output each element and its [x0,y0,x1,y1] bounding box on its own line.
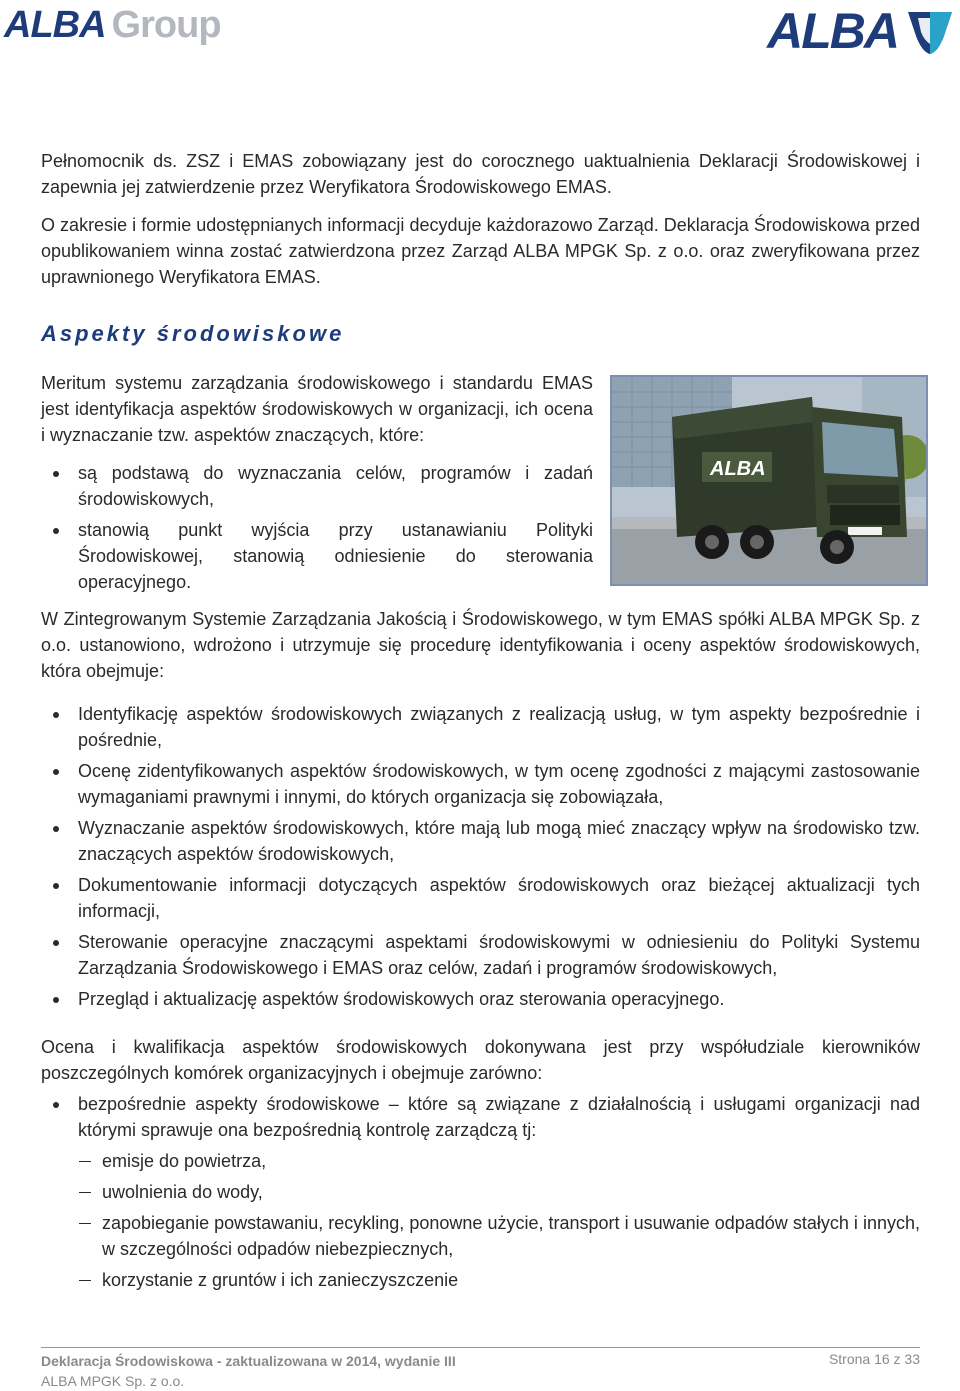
intro-paragraph-2: O zakresie i formie udostępnianych informacji decyduje każdorazowo Zarząd. Deklaracja Środowiskowa przed opublikowaniem winna zostać zatwierdzona przez Zarząd ALBA MPGK Sp. z o.o. oraz zweryfikowana przez uprawnionego Weryfikatora EMAS. [41,215,920,287]
list-item: Sterowanie operacyjne znaczącymi aspektami środowiskowymi w odniesieniu do Polityki Systemu Zarządzania Środowiskowego i EMAS oraz celów, zadań i programów środowiskowych, [41,929,920,981]
merit-block [41,370,593,600]
system-paragraph: W Zintegrowanym Systemie Zarządzania Jakością i Środowiskowego, w tym EMAS spółki ALBA MPGK Sp. z o.o. ustanowiono, wdrożono i utrzymuje się procedurę identyfikowania i oceny aspektów środowiskowych, która obejmuje: [41,609,920,681]
system-block [41,606,920,1017]
bullet-icon [53,940,59,946]
logo-brand-text: ALBA [4,4,106,46]
list-item: Identyfikację aspektów środowiskowych związanych z realizacją usług, w tym aspekty bezpośrednie i pośrednie, [41,701,920,753]
bullet-icon [53,1102,59,1108]
list-item: bezpośrednie aspekty środowiskowe – które są związane z działalnością i usługami organizacji nad którymi sprawuje ona bezpośrednią kontrolę zarządczą tj: [41,1091,920,1143]
merit-paragraph: Meritum systemu zarządzania środowiskowego i standardu EMAS jest identyfikacja aspektów środowiskowych w organizacji, ich ocena i wyznaczanie tzw. aspektów znaczących, które: [41,373,593,445]
footer-title: Deklaracja Środowiskowa - zaktualizowana w 2014, wydanie III [41,1353,456,1369]
dash-icon [79,1161,91,1162]
bullet-icon [53,883,59,889]
list-item: stanowią punkt wyjścia przy ustanawianiu Polityki Środowiskowej, stanowią odniesienie do sterowania operacyjnego. [41,517,593,595]
dash-icon [79,1223,91,1224]
page-number: Strona 16 z 33 [828,1351,920,1367]
truck-logo-text: ALBA [710,458,766,480]
list-item: korzystanie z gruntów i ich zanieczyszczenie [41,1267,920,1293]
list-item: Ocenę zidentyfikowanych aspektów środowiskowych, w tym ocenę zgodności z mającymi zastosowanie wymaganiami prawnymi i innymi, do których organizacja się zobowiązała, [41,758,920,810]
footer-company: ALBA MPGK Sp. z o.o. [41,1373,185,1389]
alba-group-logo [4,4,221,48]
assessment-paragraph: Ocena i kwalifikacja aspektów środowiskowych dokonywana jest przy współudziale kierowników poszczególnych komórek organizacyjnych i obejmuje zarówno: [41,1037,920,1083]
intro-block [41,148,920,290]
section-heading: Aspekty środowiskowe [41,321,345,346]
intro-paragraph-1: Pełnomocnik ds. ZSZ i EMAS zobowiązany jest do corocznego uaktualnienia Deklaracji Środowiskowej i zapewnia jej zatwierdzenie przez Weryfikatora Środowiskowego EMAS. [41,151,920,197]
dash-icon [79,1280,91,1281]
list-item: Przegląd i aktualizację aspektów środowiskowych oraz sterowania operacyjnego. [41,986,920,1012]
logo-brand-text-right: ALBA [767,3,898,59]
direct-aspects-list [41,1148,920,1293]
list-item: Dokumentowanie informacji dotyczących aspektów środowiskowych oraz bieżącej aktualizacji tych informacji, [41,872,920,924]
merit-bullet-list [41,460,593,595]
list-item: emisje do powietrza, [41,1148,920,1174]
bullet-icon [53,528,59,534]
alba-logo [767,3,956,59]
list-item: zapobieganie powstawaniu, recykling, ponowne użycie, transport i usuwanie odpadów stałych i innych, w szczególności odpadów niebezpiecznych, [41,1210,920,1262]
garbage-truck-photo [610,375,928,586]
list-item: są podstawą do wyznaczania celów, programów i zadań środowiskowych, [41,460,593,512]
truck-illustration [612,377,926,584]
dash-icon [79,1192,91,1193]
bullet-icon [53,826,59,832]
bullet-icon [53,712,59,718]
list-item: Wyznaczanie aspektów środowiskowych, które mają lub mogą mieć znaczący wpływ na środowisko tzw. znaczących aspektów środowiskowych, [41,815,920,867]
alba-shield-icon [904,6,956,56]
footer-divider [41,1347,920,1348]
logo-group-text: Group [111,4,221,46]
assessment-block [41,1034,920,1298]
procedure-bullet-list [41,701,920,1012]
footer-left [41,1351,456,1391]
list-item: uwolnienia do wody, [41,1179,920,1205]
assessment-bullet-list [41,1091,920,1143]
bullet-icon [53,471,59,477]
bullet-icon [53,769,59,775]
bullet-icon [53,997,59,1003]
